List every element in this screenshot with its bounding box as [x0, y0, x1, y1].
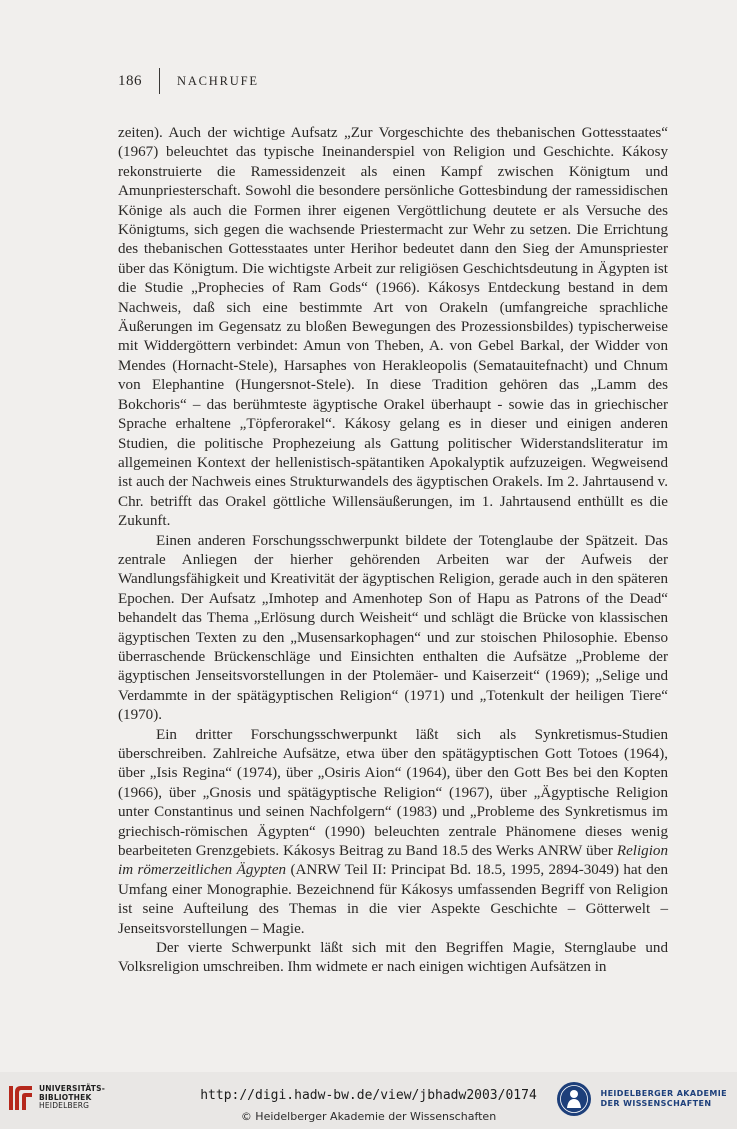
paragraph-1: zeiten). Auch der wichtige Aufsatz „Zur Vorgeschichte des thebanischen Gottesstaates“ (1967) beleuchtet das typische Ineinanderspiel von Religion und Geschichte. Kákosy rekonstruierte die Ramessidenzeit als einen Kampf zwischen Königtum und Amunpriesterschaft. Sowohl die besondere persönliche Gottesbindung der ramessidischen Könige als auch die Formen ihrer eigenen Vergöttlichung deutete er als Versuche des Königtums, sich gegen die wachsende Priestermacht zur Wehr zu setzen. Die Errichtung des thebanischen Gottesstaates unter Herihor bedeutet dann den Sieg der Amunspriester über das Königtum. Die wichtigste Arbeit zur religiösen Geschichtsdeutung in Ägypten ist die Studie „Prophecies of Ram Gods“ (1966). Kákosys Entdeckung bestand in dem Nachweis, daß sich eine bestimmte Art von Orakeln (umfangreiche sprachliche Äußerungen im Gegensatz zu bloßen Bewegungen des Prozessionsbildes) typischerweise mit Widdergöttern verbindet: Amun von Theben, A. von Gebel Barkal, der Widder von Mendes (Hornacht-Stele), Harsaphes von Herakleopolis (Sematauitefnacht) und Chnum von Elephantine (Hungersnot-Stele). In diese Tradition gehören das „Lamm des Bokchoris“ – das berühmteste ägyptische Orakel überhaupt - sowie das in griechischer Sprache erhaltene „Töpferorakel“. Kákosy gelang es in dieser und einigen anderen Studien, die politische Prophezeiung als Gattung politischer Widerstandsliteratur im allgemeinen Kontext der hellenistisch-spätantiken Apokalyptik aufzuzeigen. Wegweisend ist auch der Nachweis eines Strukturwandels des ägyptischen Orakels. Im 2. Jahrtausend v. Chr. betrifft das Orakel göttliche Willensäußerungen, im 1. Jahrtausend enthüllt es die Zukunft.	[118, 125, 668, 530]
academy-logo-text	[600, 1089, 727, 1109]
body-text	[118, 124, 668, 978]
paragraph-4: Der vierte Schwerpunkt läßt sich mit den Begriffen Magie, Sternglaube und Volksreligion umschreiben. Ihm widmete er nach einigen wichtigen Aufsätzen in	[118, 940, 668, 976]
academy-line-2: DER WISSENSCHAFTEN	[600, 1099, 712, 1108]
logo-line-3: HEIDELBERG	[39, 1101, 90, 1111]
paragraph-3-italic-title: Religion im römerzeitlichen Ägypten	[118, 843, 668, 879]
paragraph-3	[118, 726, 668, 939]
paragraph-3-text-before: Ein dritter Forschungsschwerpunkt läßt sich als Synkretismus-Studien überschreiben. Zahlreiche Aufsätze, etwa über den spätägyptischen Gott Totoes (1964), über „Isis Regina“ (1974), über „Osiris Aion“ (1964), über den Gott Bes bei den Kopten (1966), über „Gnosis und spätägyptische Religion“ (1967), über „Ägyptische Religion unter Constantinus und seinen Nachfolgern“ (1983) und „Probleme des Synkretismus im griechisch-römischen Ägypten“ (1990) beleuchten zentrale Phänomene dieses wenig bearbeiteten Grenzgebiets. Kákosys Beitrag zu Band 18.5 des Werks ANRW über	[118, 726, 668, 860]
academy-line-1: HEIDELBERGER AKADEMIE	[600, 1089, 727, 1098]
footer-bar	[0, 1072, 737, 1129]
academy-seal-icon	[556, 1081, 592, 1117]
copyright-notice: © Heidelberger Akademie der Wissenschaften	[240, 1110, 497, 1123]
section-title: NACHRUFE	[177, 73, 259, 88]
paragraph-2: Einen anderen Forschungsschwerpunkt bildete der Totenglaube der Spätzeit. Das zentrale Anliegen der hierher gehörenden Arbeiten war der Aufweis der Wandlungsfähigkeit und Kreativität der ägyptischen Religion, gerade auch in den späteren Epochen. Der Aufsatz „Imhotep and Amenhotep Son of Hapu as Patrons of the Dead“ behandelt das Thema „Erlösung durch Weisheit“ und schlägt die Brücke von klassischen ägyptischen Texten zu den „Musensarkophagen“ und zur stoischen Philosophie. Ebenso überraschende Brückenschläge und Einsichten enthalten die Aufsätze „Probleme der ägyptischen Jenseitsvorstellungen in der Ptolemäer- und Kaiserzeit“ (1969); „Selige und Verdammte in der spätägyptischen Religion“ (1971) und „Totenkult der heiligen Tiere“ (1970).	[118, 532, 668, 724]
page-number: 186	[118, 72, 142, 89]
logo-line-1: UNIVERSITÄTS-	[39, 1084, 106, 1094]
header-divider	[159, 68, 160, 94]
academy-logo[interactable]	[556, 1081, 727, 1117]
paragraph-3-text-after: (ANRW Teil II: Principat Bd. 18.5, 1995, 2894-3049) hat den Umfang einer Monographie. Bezeichnend für Kákosys umfassenden Begriff von Religion ist seine Aufteilung des Themas in die vier Aspekte Geschichte – Götterwelt – Jenseitsvorstellungen – Magie.	[118, 862, 668, 937]
permalink-url[interactable]: http://digi.hadw-bw.de/view/jbhadw2003/0174	[200, 1088, 537, 1103]
page-header	[118, 66, 259, 96]
logo-line-2: BIBLIOTHEK	[39, 1092, 92, 1102]
